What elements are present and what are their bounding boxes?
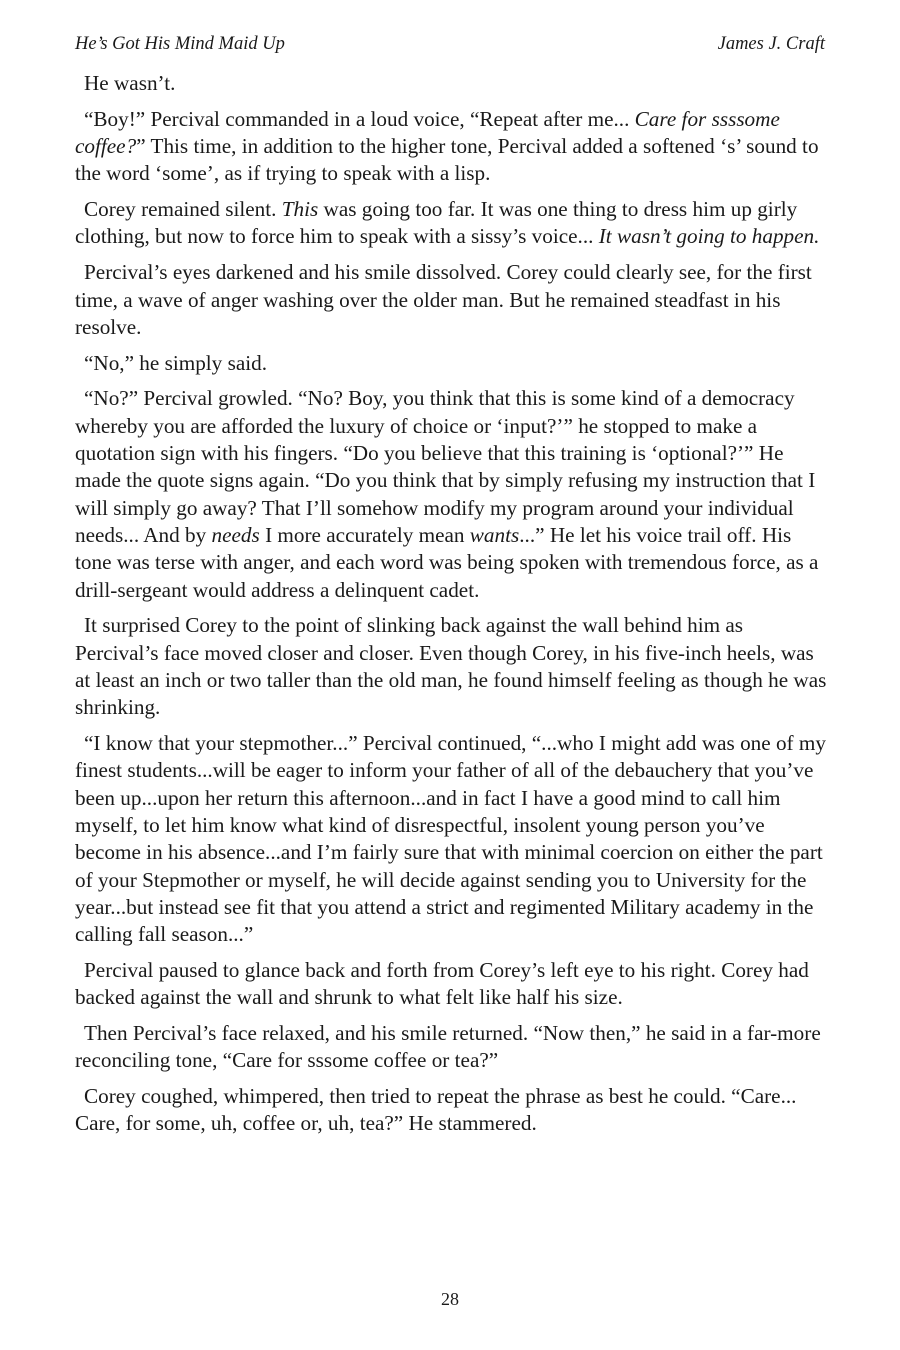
text-run: ” This time, in addition to the higher tone, Percival added a softened ‘s’ sound to the word ‘some’, as if trying to speak with a lisp. xyxy=(75,134,819,186)
italic-text: wants xyxy=(469,522,520,547)
text-run: was going too far. It was one thing to dress him up girly clothing, but now to force him to speak with a sissy’s voice... xyxy=(75,197,798,249)
book-title: He’s Got His Mind Maid Up xyxy=(75,34,285,54)
text-run: Percival’s eyes darkened and his smile dissolved. Corey could clearly see, for the first time, a wave of anger washing over the older man. But he remained steadfast in his resolve. xyxy=(75,260,812,339)
paragraph xyxy=(75,1083,827,1138)
paragraph xyxy=(75,730,827,948)
page-number: 28 xyxy=(441,1289,459,1309)
text-run: ...” He let his voice trail off. His tone was terse with anger, and each word was being spoken with tremendous force, as a drill-sergeant would address a delinquent cadet. xyxy=(75,522,819,602)
text-run: “Boy!” Percival commanded in a loud voice, “Repeat after me... xyxy=(84,106,635,131)
text-run: Then Percival’s face relaxed, and his smile returned. “Now then,” he said in a far-more reconciling tone, “Care for sssome coffee or tea?” xyxy=(75,1021,821,1073)
running-header xyxy=(75,34,825,55)
paragraph xyxy=(75,1020,827,1075)
italic-text: It wasn’t going to happen. xyxy=(598,224,820,249)
paragraph xyxy=(75,70,827,97)
italic-text: This xyxy=(281,197,319,222)
text-run: I more accurately mean xyxy=(259,522,470,547)
paragraph xyxy=(75,957,827,1012)
paragraph xyxy=(75,385,827,603)
text-run: “I know that your stepmother...” Percival continued, “...who I might add was one of my finest students...will be eager to inform your father of all of the debauchery that you’ve been up...upon her return this afternoon...and in fact I have a good mind to call him myself, to let him know what kind of disrespectful, insolent young person you’ve become in his absence...and I’m fairly sure that with minimal coercion on either the part of your Stepmother or myself, he will decide against sending you to University for the year...but instead see fit that you attend a strict and regimented Military academy in the calling fall season...” xyxy=(75,731,826,947)
text-run: Corey remained silent. xyxy=(84,197,282,222)
text-run: It surprised Corey to the point of slinking back against the wall behind him as Percival’s face moved closer and closer. Even though Corey, in his five-inch heels, was at least an inch or two taller than the old man, he found himself feeling as though he was shrinking. xyxy=(75,613,827,720)
page-body xyxy=(75,70,827,1146)
text-run: He wasn’t. xyxy=(84,71,176,95)
paragraph xyxy=(75,259,827,341)
paragraph xyxy=(75,106,827,188)
text-run: Corey coughed, whimpered, then tried to repeat the phrase as best he could. “Care... Care, for some, uh, coffee or, uh, tea?” He stammered. xyxy=(75,1084,797,1136)
text-run: “No,” he simply said. xyxy=(84,350,268,375)
text-run: “No?” Percival growled. “No? Boy, you think that this is some kind of a democracy whereby you are afforded the luxury of choice or ‘input?’” he stopped to make a quotation sign with his fingers. “Do you believe that this training is ‘optional?’” He made the quote signs again. “Do you think that by simply refusing my instruction that I will simply go away? That I’ll somehow modify my program around your individual needs... And by xyxy=(75,386,816,547)
author-name: James J. Craft xyxy=(717,34,825,54)
text-run: Percival paused to glance back and forth from Corey’s left eye to his right. Corey had backed against the wall and shrunk to what felt like half his size. xyxy=(75,957,809,1010)
paragraph xyxy=(75,612,827,721)
paragraph xyxy=(75,196,827,251)
paragraph xyxy=(75,350,827,377)
italic-text: needs xyxy=(211,522,260,547)
italic-text: Care for ssssome coffee? xyxy=(75,106,780,159)
